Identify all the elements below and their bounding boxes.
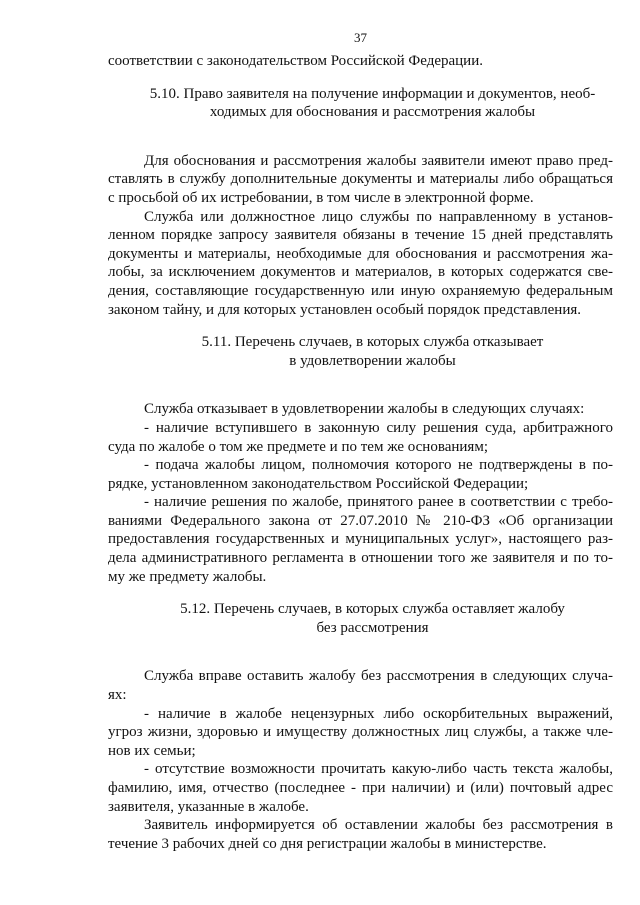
section-heading-5-12-line1: 5.12. Перечень случаев, в которых служба оставляет жалобу [180,601,565,618]
paragraph: Заявитель информируется об оставлении жалобы без рассмотрения в течение 3 рабочих дней со дня регистрации жалобы в министерстве. [108,817,613,852]
section-heading-5-10-line2: ходимых для обоснования и рассмотрения жалобы [209,104,536,121]
section-heading-5-10-line1: 5.10. Право заявителя на получение информации и документов, необ- [149,85,596,102]
document-page [108,30,613,853]
paragraph: Служба вправе оставить жалобу без рассмотрения в следующих случа-ях: [108,668,613,704]
paragraph: Служба отказывает в удовлетворении жалобы в следующих случаях: [144,401,585,418]
section-heading-5-12-line2: без рассмотрения [316,619,429,636]
section-heading-5-11 [132,333,613,370]
section-heading-5-10 [132,85,613,122]
list-item: - наличие решения по жалобе, принятого ранее в соответствии с требо-ваниями Федерального закона от 27.07.2010 № 210-ФЗ «Об организации предоставления государственных и муниципальных услуг», настоящего раз-дела административного регламента в отношении того же заявителя и по то-му же предмету жалобы. [108,494,613,585]
list-item: - наличие в жалобе нецензурных либо оскорбительных выражений, угроз жизни, здоровью и имуществу должностных лиц службы, а также чле-нов их семьи; [108,705,613,759]
section-heading-5-11-line2: в удовлетворении жалобы [289,352,456,369]
section-heading-5-12 [132,600,613,637]
list-item: - подача жалобы лицом, полномочия которого не подтверждены в по-рядке, установленном законодательством Российской Федерации; [108,457,613,492]
paragraph: Для обоснования и рассмотрения жалобы заявители имеют право пред-ставлять в службу дополнительные документы и материалы либо обращаться с просьбой об их истребовании, в том числе в электронной форме. [108,152,613,206]
section-heading-5-11-line1: 5.11. Перечень случаев, в которых служба отказывает [201,334,544,351]
list-item: - наличие вступившего в законную силу решения суда, арбитражного суда по жалобе о том же предмете и по тем же основаниям; [108,419,613,455]
page-number: 37 [354,30,367,45]
intro-line: соответствии с законодательством Российской Федерации. [108,53,483,69]
paragraph: Служба или должностное лицо службы по направленному в установ-ленном порядке запросу заявителя обязаны в течение 15 дней представлять документы и материалы, необходимые для обоснования и рассмотрения жа-лобы, за исключением документов и материалов, в которых содержатся све-дения, составляющие государственную или иную охраняемую федеральным законом тайну, и для которых установлен особый порядок представления. [108,208,613,318]
list-item: - отсутствие возможности прочитать какую-либо часть текста жалобы, фамилию, имя, отчество (последнее - при наличии) и (или) почтовый адрес заявителя, указанные в жалобе. [108,761,613,815]
